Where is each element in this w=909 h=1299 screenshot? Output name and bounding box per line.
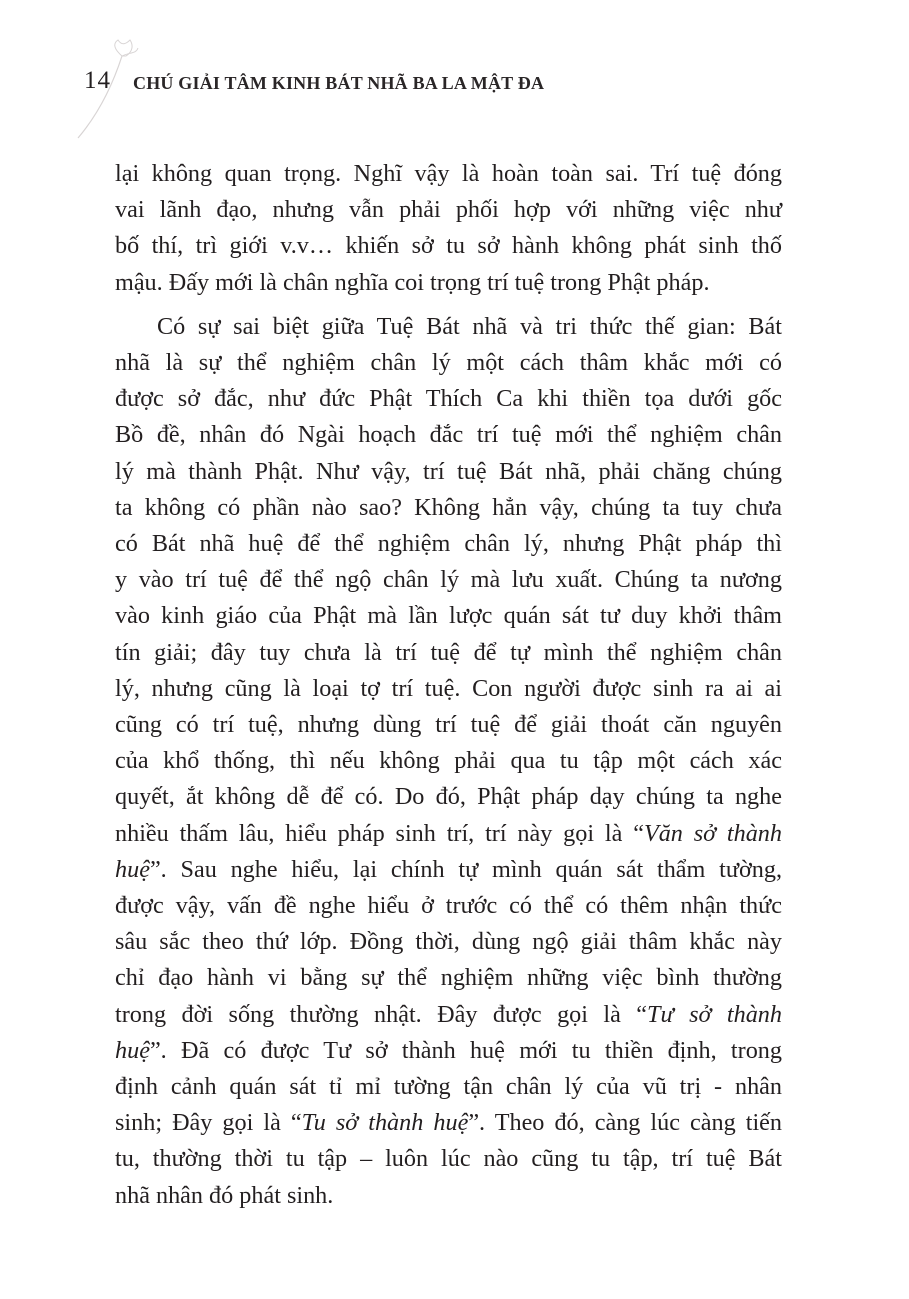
page-header	[0, 0, 909, 150]
text-line: lý, nhưng cũng là loại tợ trí tuệ. Con người được sinh ra ai ai	[115, 674, 782, 702]
text-line: tín giải; đây tuy chưa là trí tuệ để tự mình thể nghiệm chân	[115, 638, 782, 666]
text-run: sinh; Đây gọi là “	[115, 1109, 302, 1137]
italic-term: huệ	[115, 1036, 150, 1064]
text-run: ”. Sau nghe hiểu, lại chính tự mình quán sát thẩm tường,	[149, 855, 782, 883]
text-line: được vậy, vấn đề nghe hiểu ở trước có thể có thêm nhận thức	[115, 892, 782, 920]
text-line: sâu sắc theo thứ lớp. Đồng thời, dùng ngộ giải thâm khắc này	[115, 928, 782, 956]
italic-term: huệ	[115, 855, 150, 883]
text-line: định cảnh quán sát tỉ mỉ tường tận chân lý của vũ trị - nhân	[115, 1073, 782, 1101]
text-line: mậu. Đấy mới là chân nghĩa coi trọng trí tuệ trong Phật pháp.	[115, 268, 710, 296]
text-run: ”. Theo đó, càng lúc càng tiến	[468, 1109, 782, 1137]
text-line: nhã nhân đó phát sinh.	[115, 1181, 334, 1209]
page-number: 14	[84, 67, 111, 94]
text-run: trong đời sống thường nhật. Đây được gọi là “	[115, 1000, 648, 1028]
running-title: CHÚ GIẢI TÂM KINH BÁT NHÃ BA LA MẬT ĐA	[133, 73, 545, 93]
text-line: chỉ đạo hành vi bằng sự thể nghiệm những việc bình thường	[115, 964, 782, 992]
italic-term: Tu sở thành huệ	[301, 1109, 469, 1137]
italic-term: Tư sở thành	[647, 1000, 782, 1028]
text-line: tu, thường thời tu tập – luôn lúc nào cũng tu tập, trí tuệ Bát	[115, 1145, 782, 1173]
text-line: Bồ đề, nhân đó Ngài hoạch đắc trí tuệ mới thể nghiệm chân	[115, 421, 782, 449]
text-line	[115, 816, 782, 852]
text-line: quyết, ắt không dễ để có. Do đó, Phật pháp dạy chúng ta nghe	[115, 783, 782, 811]
text-line: có Bát nhã huệ để thể nghiệm chân lý, nhưng Phật pháp thì	[115, 530, 782, 558]
text-line: Có sự sai biệt giữa Tuệ Bát nhã và tri thức thế gian: Bát	[157, 312, 782, 340]
text-line: nhã là sự thể nghiệm chân lý một cách thâm khắc mới có	[115, 349, 782, 377]
italic-term: Văn sở thành	[643, 819, 782, 847]
text-line: lại không quan trọng. Nghĩ vậy là hoàn toàn sai. Trí tuệ đóng	[115, 160, 782, 187]
text-line	[115, 1105, 782, 1141]
paragraph-1	[115, 156, 782, 301]
text-line: của khổ thống, thì nếu không phải qua tu tập một cách xác	[115, 747, 782, 775]
text-line	[115, 1033, 782, 1069]
text-line: lý mà thành Phật. Như vậy, trí tuệ Bát nhã, phải chăng chúng	[115, 457, 782, 485]
text-line: y vào trí tuệ để thể ngộ chân lý mà lưu xuất. Chúng ta nương	[115, 566, 782, 594]
text-line: vai lãnh đạo, nhưng vẫn phải phối hợp với những việc như	[115, 196, 782, 224]
text-run: ”. Đã có được Tư sở thành huệ mới tu thiền định, trong	[149, 1036, 782, 1064]
text-line	[115, 997, 782, 1033]
body-text	[115, 156, 782, 1214]
text-line: được sở đắc, như đức Phật Thích Ca khi thiền tọa dưới gốc	[115, 385, 782, 413]
text-line: bố thí, trì giới v.v… khiến sở tu sở hành không phát sinh thố	[115, 232, 782, 260]
text-line: cũng có trí tuệ, nhưng dùng trí tuệ để giải thoát căn nguyên	[115, 711, 782, 739]
text-run: nhiều thấm lâu, hiểu pháp sinh trí, trí này gọi là “	[115, 819, 644, 847]
paragraph-2	[115, 309, 782, 1214]
text-line: ta không có phần nào sao? Không hẳn vậy, chúng ta tuy chưa	[115, 493, 782, 521]
text-line: vào kinh giáo của Phật mà lần lược quán sát tư duy khởi thâm	[115, 602, 782, 630]
text-line	[115, 852, 782, 888]
